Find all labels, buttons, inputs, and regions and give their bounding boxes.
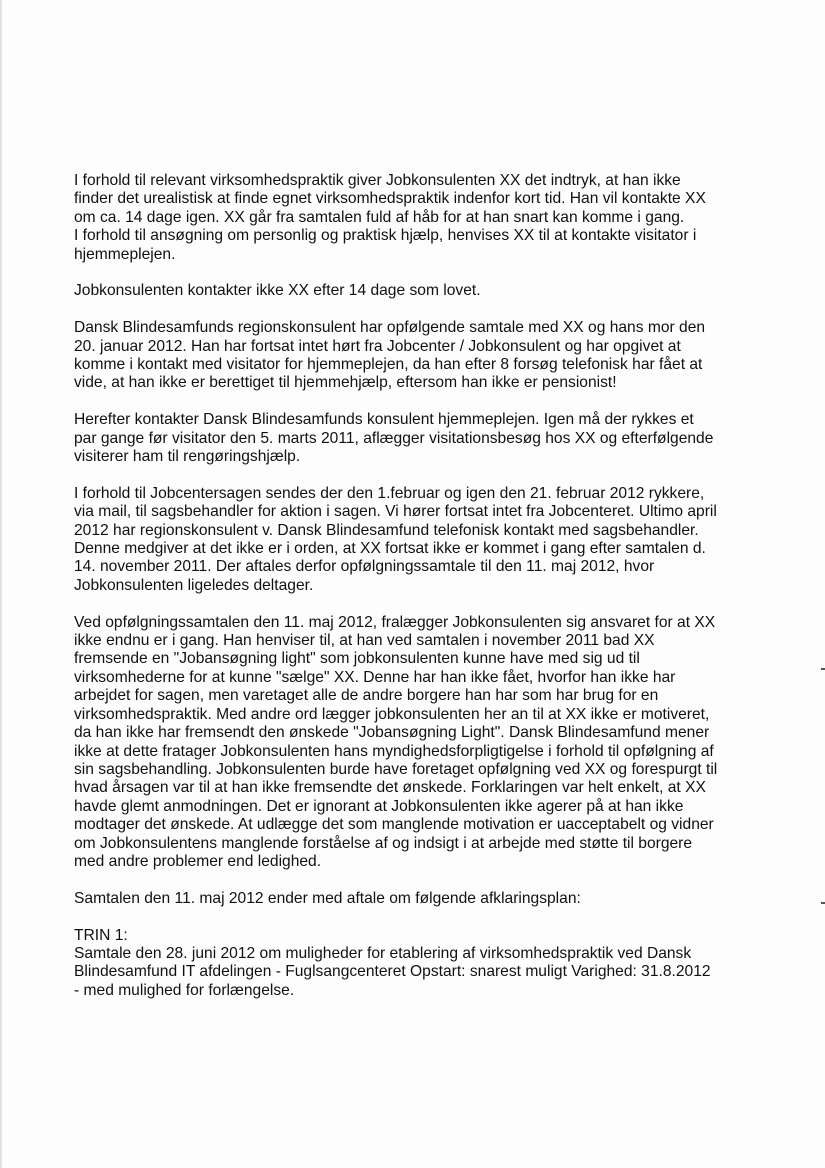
paragraph-followup-january: Dansk Blindesamfunds regionskonsulent har opfølgende samtale med XX og hans mor den 20. januar 2012. Han har fortsat intet hørt fra Jobcenter / Jobkonsulent og har opgivet at komme i kontakt med visitator for hjemmeplejen, da han efter 8 forsøg telefonisk har fået at vide, at han ikke er berettiget til hjemmehjælp, eftersom han ikke er pensionist! bbox=[74, 319, 706, 392]
scan-mark bbox=[821, 902, 825, 904]
paragraph-plan-intro: Samtalen den 11. maj 2012 ender med aftale om følgende afklaringsplan: bbox=[74, 889, 581, 907]
step-heading: TRIN 1: bbox=[74, 926, 128, 944]
paragraph-home-care: Herefter kontakter Dansk Blindesamfunds konsulent hjemmeplejen. Igen må der rykkes et par gange før visitator den 5. marts 2011, aflægger visitationsbesøg hos XX og efterfølgende visiterer ham til rengøringshjælp. bbox=[74, 411, 714, 466]
paragraph-jobcenter-reminders: I forhold til Jobcentersagen sendes der den 1.februar og igen den 21. februar 2012 rykkere, via mail, til sagsbehandler for aktion i sagen. Vi hører fortsat intet fra Jobcenteret. Ultimo april 2012 har regionskonsulent v. Dansk Blindesamfund telefonisk kontakt med sagsbehandler. Denne medgiver at det ikke er i orden, at XX fortsat ikke er kommet i gang efter samtalen d. 14. november 2011. Der aftales derfor opfølgningssamtale til den 11. maj 2012, hvor Jobkonsulenten ligeledes deltager. bbox=[74, 484, 717, 594]
step-text: Samtale den 28. juni 2012 om muligheder for etablering af virksomhedspraktik ved Dansk Blindesamfund IT afdelingen - Fuglsangcenteret Opstart: snarest muligt Varighed: 31.8.2012 - med mulighed for forlængelse. bbox=[74, 944, 711, 999]
scan-mark bbox=[821, 668, 825, 670]
paragraph-followup-meeting: Ved opfølgningssamtalen den 11. maj 2012, fralægger Jobkonsulenten sig ansvaret for at XX ikke endnu er i gang. Han henviser til, at han ved samtalen i november 2011 bad XX fremsende en "Jobansøgning light" som jobkonsulenten kunne have med sig ud til virksomhederne for at kunne "sælge" XX. Denne har han ikke fået, hvorfor han ikke har arbejdet for sagen, men varetaget alle de andre borgere han har som har brug for en virksomhedspraktik. Med andre ord lægger jobkonsulenten her an til at XX ikke er motiveret, da han ikke har fremsendt den ønskede "Jobansøgning Light". Dansk Blindesamfund mener ikke at dette fratager Jobkonsulenten hans myndighedsforpligtigelse i forhold til opfølgning af sin sagsbehandling. Jobkonsulenten burde have foretaget opfølgning ved XX og forespurgt til hvad årsagen var til at han ikke fremsendte det ønskede. Forklaringen var helt enkelt, at XX havde glemt anmodningen. Det er ignorant at Jobkonsulenten ikke agerer på at han ikke modtager det ønskede. At udlægge det som manglende motivation er uacceptabelt og vidner om Jobkonsulentens manglende forståelse af og indsigt i at arbejde med støtte til borgere med andre problemer end ledighed. bbox=[74, 613, 718, 870]
paragraph-practice: I forhold til relevant virksomhedspraktik giver Jobkonsulenten XX det indtryk, at han ikke finder det urealistisk at finde egnet virksomhedspraktik indenfor kort tid. Han vil kontakte XX om ca. 14 dage igen. XX går fra samtalen fuld af håb for at han snart kan komme i gang. I forhold til ansøgning om personlig og praktisk hjælp, henvises XX til at kontakte visitator i hjemmeplejen. bbox=[74, 172, 706, 263]
scan-edge bbox=[0, 0, 3, 1168]
document-body bbox=[74, 172, 764, 1019]
paragraph-no-contact: Jobkonsulenten kontakter ikke XX efter 14 dage som lovet. bbox=[74, 282, 481, 300]
